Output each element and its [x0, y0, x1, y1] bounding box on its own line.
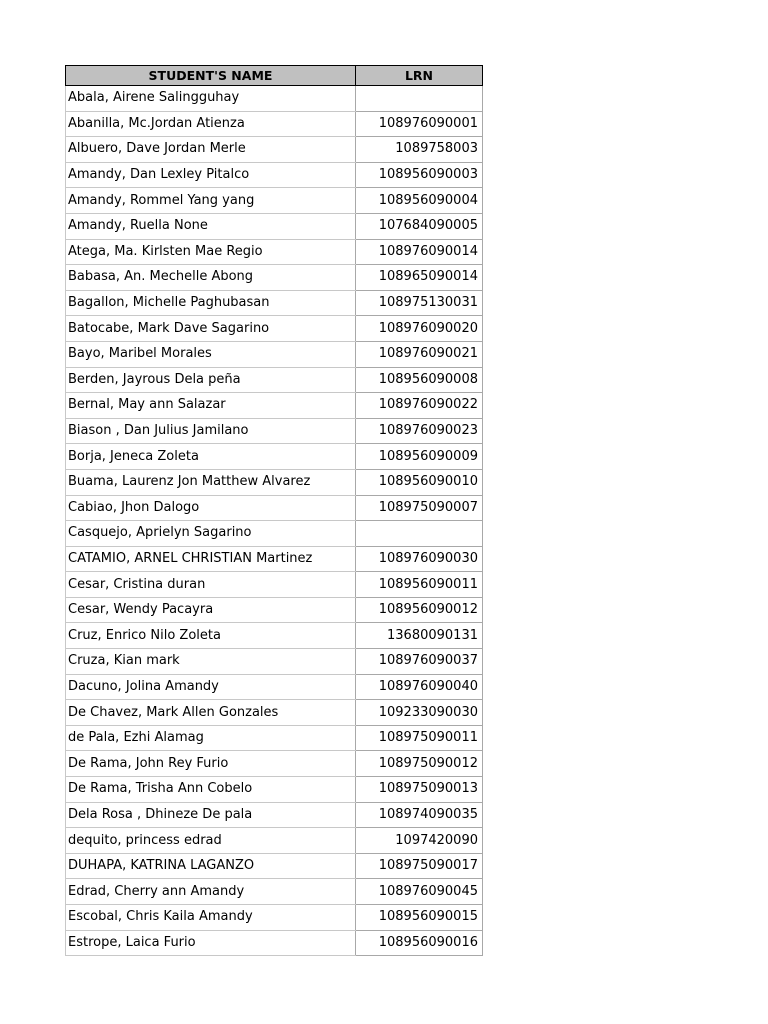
student-name-cell: Bernal, May ann Salazar — [66, 393, 356, 419]
table-row — [66, 623, 483, 649]
student-name-cell: Cesar, Wendy Pacayra — [66, 597, 356, 623]
student-name-cell: Amandy, Rommel Yang yang — [66, 188, 356, 214]
lrn-cell: 108975090007 — [356, 495, 483, 521]
table-row — [66, 597, 483, 623]
student-name-cell: CATAMIO, ARNEL CHRISTIAN Martinez — [66, 546, 356, 572]
lrn-cell — [356, 521, 483, 547]
lrn-cell: 108956090003 — [356, 162, 483, 188]
student-name-cell: Berden, Jayrous Dela peña — [66, 367, 356, 393]
student-name-cell: Cabiao, Jhon Dalogo — [66, 495, 356, 521]
table-row — [66, 418, 483, 444]
lrn-cell: 108976090045 — [356, 879, 483, 905]
table-row — [66, 162, 483, 188]
table-row — [66, 879, 483, 905]
student-name-cell: Babasa, An. Mechelle Abong — [66, 265, 356, 291]
student-name-cell: Edrad, Cherry ann Amandy — [66, 879, 356, 905]
student-name-cell: Dela Rosa , Dhineze De pala — [66, 802, 356, 828]
lrn-cell: 108956090016 — [356, 930, 483, 956]
student-name-cell: Casquejo, Aprielyn Sagarino — [66, 521, 356, 547]
student-name-cell: De Chavez, Mark Allen Gonzales — [66, 700, 356, 726]
lrn-cell: 108975130031 — [356, 290, 483, 316]
table-row — [66, 649, 483, 675]
student-name-cell: DUHAPA, KATRINA LAGANZO — [66, 853, 356, 879]
lrn-cell: 108965090014 — [356, 265, 483, 291]
table-row — [66, 751, 483, 777]
table-row — [66, 367, 483, 393]
student-name-cell: Buama, Laurenz Jon Matthew Alvarez — [66, 469, 356, 495]
student-name-cell: de Pala, Ezhi Alamag — [66, 725, 356, 751]
table-row — [66, 495, 483, 521]
lrn-cell: 108974090035 — [356, 802, 483, 828]
table-row — [66, 213, 483, 239]
table-row — [66, 521, 483, 547]
header-row — [66, 66, 483, 86]
table-row — [66, 572, 483, 598]
student-name-cell: Estrope, Laica Furio — [66, 930, 356, 956]
table-row — [66, 316, 483, 342]
table-row — [66, 674, 483, 700]
lrn-cell: 108976090020 — [356, 316, 483, 342]
student-name-cell: Bayo, Maribel Morales — [66, 341, 356, 367]
lrn-cell: 13680090131 — [356, 623, 483, 649]
student-name-cell: Cesar, Cristina duran — [66, 572, 356, 598]
student-name-cell: Amandy, Dan Lexley Pitalco — [66, 162, 356, 188]
lrn-cell: 108975090013 — [356, 777, 483, 803]
lrn-cell: 108976090023 — [356, 418, 483, 444]
lrn-cell: 1097420090 — [356, 828, 483, 854]
lrn-cell: 108956090015 — [356, 905, 483, 931]
table-row — [66, 930, 483, 956]
lrn-cell: 108975090011 — [356, 725, 483, 751]
student-name-cell: De Rama, Trisha Ann Cobelo — [66, 777, 356, 803]
student-name-cell: Albuero, Dave Jordan Merle — [66, 137, 356, 163]
table-row — [66, 393, 483, 419]
student-name-cell: Batocabe, Mark Dave Sagarino — [66, 316, 356, 342]
lrn-cell: 108976090001 — [356, 111, 483, 137]
lrn-cell: 108956090012 — [356, 597, 483, 623]
table-row — [66, 700, 483, 726]
table-header — [66, 66, 483, 86]
student-name-cell: Cruz, Enrico Nilo Zoleta — [66, 623, 356, 649]
student-name-cell: Amandy, Ruella None — [66, 213, 356, 239]
lrn-cell: 108976090040 — [356, 674, 483, 700]
table-row — [66, 777, 483, 803]
lrn-cell: 107684090005 — [356, 213, 483, 239]
lrn-cell: 108956090009 — [356, 444, 483, 470]
table-row — [66, 341, 483, 367]
student-table — [65, 65, 483, 956]
table-row — [66, 469, 483, 495]
table-row — [66, 853, 483, 879]
table-row — [66, 444, 483, 470]
lrn-cell: 108976090022 — [356, 393, 483, 419]
table-row — [66, 290, 483, 316]
table-row — [66, 828, 483, 854]
lrn-header: LRN — [356, 66, 483, 86]
lrn-cell — [356, 86, 483, 112]
lrn-cell: 108976090030 — [356, 546, 483, 572]
lrn-cell: 109233090030 — [356, 700, 483, 726]
student-name-cell: Dacuno, Jolina Amandy — [66, 674, 356, 700]
table-row — [66, 905, 483, 931]
student-name-cell: dequito, princess edrad — [66, 828, 356, 854]
table-row — [66, 265, 483, 291]
table-row — [66, 546, 483, 572]
table-row — [66, 188, 483, 214]
lrn-cell: 1089758003 — [356, 137, 483, 163]
student-name-cell: De Rama, John Rey Furio — [66, 751, 356, 777]
student-name-cell: Bagallon, Michelle Paghubasan — [66, 290, 356, 316]
table-row — [66, 802, 483, 828]
lrn-cell: 108956090011 — [356, 572, 483, 598]
lrn-cell: 108956090010 — [356, 469, 483, 495]
lrn-cell: 108976090021 — [356, 341, 483, 367]
student-name-cell: Biason , Dan Julius Jamilano — [66, 418, 356, 444]
table-body — [66, 86, 483, 956]
table-row — [66, 137, 483, 163]
student-name-cell: Escobal, Chris Kaila Amandy — [66, 905, 356, 931]
lrn-cell: 108956090008 — [356, 367, 483, 393]
student-name-cell: Abanilla, Mc.Jordan Atienza — [66, 111, 356, 137]
table-row — [66, 111, 483, 137]
table-row — [66, 725, 483, 751]
student-name-cell: Cruza, Kian mark — [66, 649, 356, 675]
student-name-header: STUDENT'S NAME — [66, 66, 356, 86]
student-name-cell: Abala, Airene Salingguhay — [66, 86, 356, 112]
table-row — [66, 86, 483, 112]
lrn-cell: 108976090014 — [356, 239, 483, 265]
lrn-cell: 108956090004 — [356, 188, 483, 214]
lrn-cell: 108975090017 — [356, 853, 483, 879]
lrn-cell: 108975090012 — [356, 751, 483, 777]
student-name-cell: Atega, Ma. Kirlsten Mae Regio — [66, 239, 356, 265]
lrn-cell: 108976090037 — [356, 649, 483, 675]
student-name-cell: Borja, Jeneca Zoleta — [66, 444, 356, 470]
table-row — [66, 239, 483, 265]
